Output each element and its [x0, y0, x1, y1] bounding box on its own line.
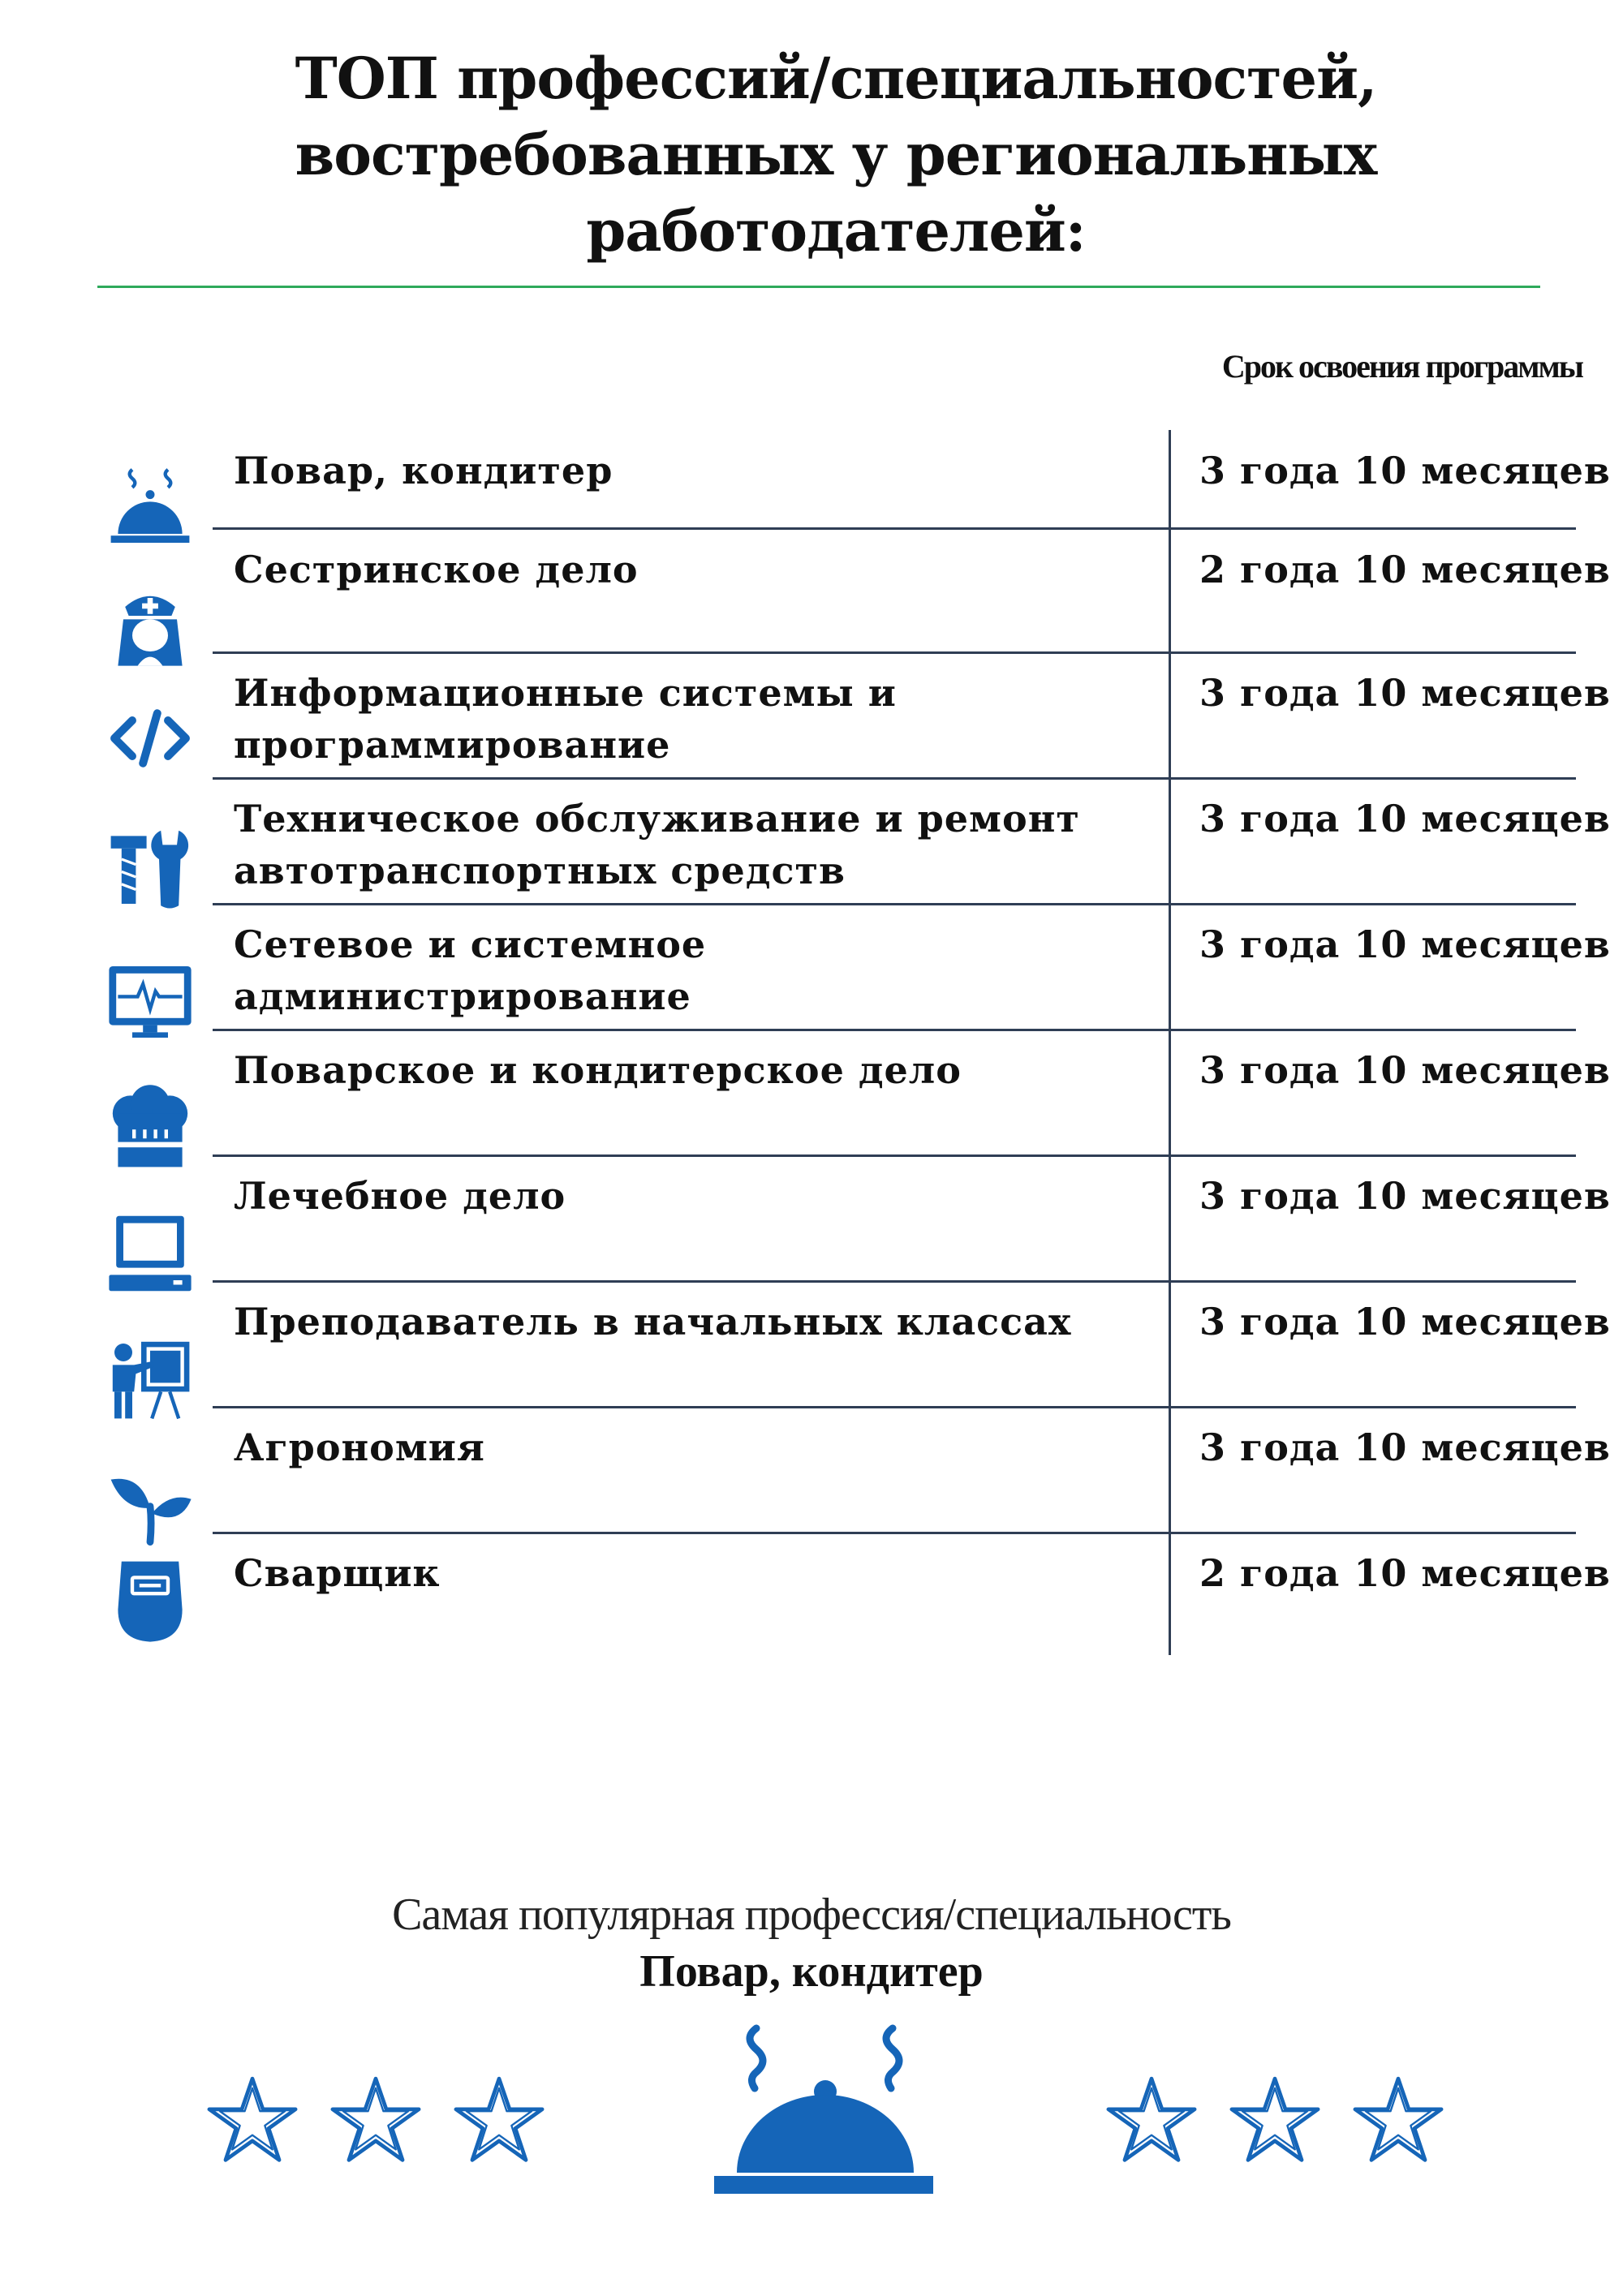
table-row-divider	[213, 1154, 1576, 1157]
star-icon	[1350, 2073, 1446, 2169]
table-row-divider	[213, 527, 1576, 530]
table-row-divider	[213, 903, 1576, 905]
program-duration: 3 года 10 месяцев	[1199, 1425, 1611, 1469]
program-duration: 2 года 10 месяцев	[1199, 1551, 1611, 1595]
code-icon	[105, 694, 195, 783]
profession-name: Техническое обслуживание и ремонт автотранспортных средств	[234, 797, 1080, 892]
teacher-icon	[105, 1335, 195, 1424]
profession-name: Сварщик	[234, 1551, 441, 1595]
popular-cloche-icon	[714, 2020, 933, 2199]
program-duration: 3 года 10 месяцев	[1199, 1048, 1611, 1092]
network-monitor-icon	[105, 957, 195, 1047]
table-row-divider	[213, 1280, 1576, 1283]
star-icon	[1227, 2073, 1323, 2169]
program-duration: 3 года 10 месяцев	[1199, 671, 1611, 715]
table-row-divider	[213, 651, 1576, 654]
duration-column-header: Срок освоения программы	[1221, 348, 1582, 385]
tools-icon	[105, 823, 195, 913]
table-row-divider	[213, 1406, 1576, 1408]
program-duration: 3 года 10 месяцев	[1199, 922, 1611, 966]
page-title-line-1: ТОП профессий/специальностей,	[295, 45, 1377, 112]
page-title-line-2: востребованных у региональных	[295, 121, 1377, 188]
popular-caption: Самая популярная профессия/специальность	[392, 1890, 1231, 1940]
profession-name: Повар, кондитер	[234, 449, 613, 492]
program-duration: 3 года 10 месяцев	[1199, 797, 1611, 841]
star-icon	[328, 2073, 424, 2169]
sprout-icon	[105, 1456, 195, 1546]
profession-name: Сетевое и системное администрирование	[234, 922, 707, 1018]
page-title	[195, 41, 1477, 269]
page-title-line-3: работодателей:	[586, 197, 1086, 264]
program-duration: 3 года 10 месяцев	[1199, 1174, 1611, 1218]
profession-name: Лечебное дело	[234, 1174, 566, 1218]
chef-hat-icon	[105, 1083, 195, 1172]
program-duration: 3 года 10 месяцев	[1199, 1300, 1611, 1344]
profession-name: Информационные системы и программирование	[234, 671, 897, 767]
table-column-divider	[1169, 430, 1171, 1655]
profession-name: Агрономия	[234, 1425, 485, 1469]
nurse-icon	[105, 580, 195, 669]
profession-name: Сестринское дело	[234, 548, 639, 591]
star-icon	[451, 2073, 547, 2169]
computer-icon	[105, 1209, 195, 1298]
profession-name: Поварское и кондитерское дело	[234, 1048, 962, 1092]
program-duration: 2 года 10 месяцев	[1199, 548, 1611, 591]
star-icon	[204, 2073, 300, 2169]
title-divider	[97, 286, 1540, 288]
welding-mask-icon	[105, 1556, 195, 1645]
star-icon	[1104, 2073, 1199, 2169]
table-row-divider	[213, 777, 1576, 780]
table-row-divider	[213, 1029, 1576, 1031]
table-row-divider	[213, 1532, 1576, 1534]
popular-profession-name: Повар, кондитер	[639, 1946, 984, 1997]
profession-name: Преподаватель в начальных классах	[234, 1300, 1072, 1344]
program-duration: 3 года 10 месяцев	[1199, 449, 1611, 492]
cloche-icon	[105, 462, 195, 552]
